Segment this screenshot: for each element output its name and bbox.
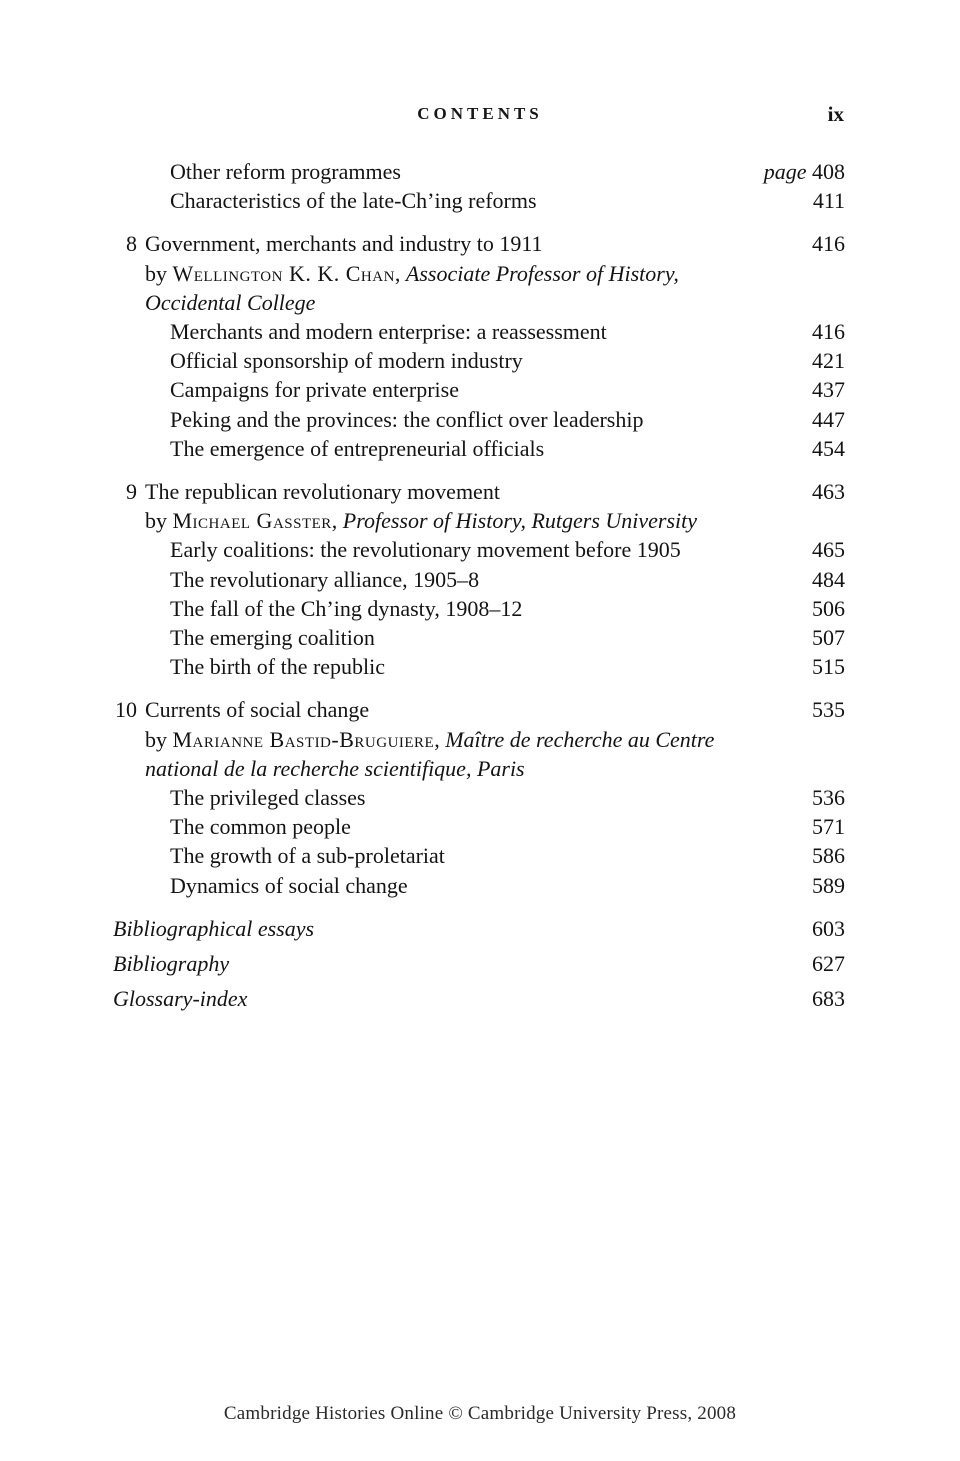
entry-page-number: 437 [812, 377, 845, 403]
entry-page-number: 484 [812, 566, 845, 592]
byline-segment: , [394, 260, 406, 286]
entry-page-number: 586 [812, 843, 845, 869]
byline-segment: , [331, 508, 343, 534]
toc-chapter-row [113, 229, 845, 258]
toc-entry-row [113, 812, 845, 841]
toc-chapter-row [113, 477, 845, 506]
toc-entry-row [113, 594, 845, 623]
byline-segment: by [145, 726, 173, 752]
byline-segment: national de la recherche scientifique, Paris [145, 755, 525, 781]
toc-entry-row [113, 623, 845, 652]
byline-segment: by [145, 260, 173, 286]
entry-label: Other reform programmes [170, 159, 401, 184]
running-head-title: CONTENTS [417, 104, 543, 123]
toc-entry-row [113, 565, 845, 594]
toc-entry-row [113, 841, 845, 870]
entry-label: Glossary-index [113, 986, 248, 1012]
entry-page-number: 536 [812, 785, 845, 811]
entry-page-number: 421 [812, 348, 845, 374]
entry-label: Peking and the provinces: the conflict over leadership [170, 406, 644, 432]
entry-label: The revolutionary alliance, 1905–8 [170, 566, 480, 592]
entry-page-number: 411 [812, 188, 845, 214]
toc-entry-row [113, 871, 845, 900]
entry-page-number: 465 [812, 537, 845, 563]
byline-segment: Occidental College [145, 289, 316, 315]
entry-label: The common people [170, 814, 351, 840]
entry-label: The birth of the republic [170, 654, 386, 680]
byline-segment: Wellington K. K. Chan [172, 260, 395, 286]
folio-page-number: ix [827, 102, 844, 126]
entry-label: The privileged classes [170, 785, 366, 811]
entry-page-number: 506 [812, 595, 845, 621]
entry-page-number: 507 [812, 625, 845, 651]
entry-page-number: 515 [812, 654, 845, 680]
toc-entry-row [113, 434, 845, 463]
entry-label: Bibliographical essays [113, 915, 315, 941]
entry-label: Early coalitions: the revolutionary movement before 1905 [170, 537, 681, 563]
chapter-title: Government, merchants and industry to 1911 [145, 231, 543, 257]
chapter-byline [113, 506, 845, 535]
byline-segment: Michael Gasster [172, 508, 332, 534]
toc-backmatter-row [113, 949, 845, 978]
chapter-page-number: 463 [812, 479, 845, 505]
chapter-number: 8 [126, 231, 137, 257]
byline-segment: by [145, 508, 173, 534]
entry-label: Characteristics of the late-Ch’ing reforms [170, 188, 537, 214]
entry-page-number: 447 [812, 406, 845, 432]
toc-backmatter-row [113, 984, 845, 1013]
entry-label: Official sponsorship of modern industry [170, 348, 523, 374]
entry-label: Dynamics of social change [170, 872, 408, 898]
toc-entry-row [113, 317, 845, 346]
byline-segment: Maître de recherche au Centre [445, 726, 715, 752]
byline-segment: , [434, 726, 446, 752]
toc-entry-row [113, 157, 845, 186]
toc-backmatter-row [113, 914, 845, 943]
chapter-page-number: 416 [812, 231, 845, 257]
toc-entry-row [113, 783, 845, 812]
entry-page-number: 683 [812, 986, 845, 1012]
byline-segment: Professor of History, Rutgers University [342, 508, 698, 534]
toc-entry-row [113, 652, 845, 681]
footer-credit: Cambridge Histories Online © Cambridge University Press, 2008 [223, 1403, 737, 1424]
chapter-title: The republican revolutionary movement [145, 479, 500, 505]
entry-label: Merchants and modern enterprise: a reassessment [170, 319, 607, 345]
entry-page-number: 571 [812, 814, 845, 840]
entry-label: The fall of the Ch’ing dynasty, 1908–12 [170, 595, 523, 621]
chapter-title: Currents of social change [145, 697, 370, 723]
byline-segment: Associate Professor of History, [405, 260, 679, 286]
entry-page-number: 603 [812, 915, 845, 941]
page-header [0, 104, 960, 134]
chapter-byline [113, 259, 845, 317]
toc-entry-row [113, 375, 845, 404]
entry-label: The growth of a sub-proletariat [170, 843, 445, 869]
entry-label: The emergence of entrepreneurial officials [170, 435, 545, 461]
entry-page-number: 454 [812, 435, 845, 461]
chapter-number: 10 [115, 697, 137, 723]
entry-label: The emerging coalition [170, 625, 375, 651]
entry-label: Campaigns for private enterprise [170, 377, 459, 403]
toc-entry-row [113, 535, 845, 564]
chapter-number: 9 [126, 479, 137, 505]
byline-segment: Marianne Bastid-Bruguiere [172, 726, 435, 752]
table-of-contents [113, 157, 845, 1013]
chapter-byline [113, 725, 845, 783]
entry-page-number: 589 [812, 872, 845, 898]
page-word: page [763, 159, 812, 184]
entry-label: Bibliography [113, 951, 230, 977]
entry-page-number: page 408 [763, 159, 845, 184]
toc-entry-row [113, 186, 845, 215]
entry-page-number: 627 [812, 951, 845, 977]
toc-entry-row [113, 346, 845, 375]
chapter-page-number: 535 [812, 697, 845, 723]
entry-page-number: 416 [812, 319, 845, 345]
toc-chapter-row [113, 695, 845, 724]
toc-entry-row [113, 405, 845, 434]
